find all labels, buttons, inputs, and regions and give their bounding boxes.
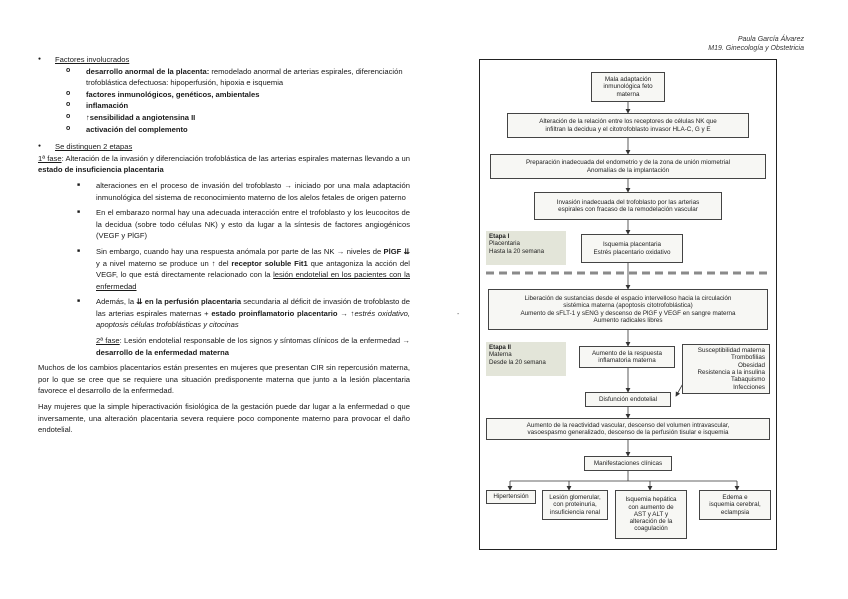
flow-box-edema-cerebral: Edema e isquemia cerebral, eclampsia xyxy=(699,490,771,520)
flowchart-figure xyxy=(479,59,777,550)
flow-box-lesion-glomerular: Lesión glomerular, con proteinuria, insuficiencia renal xyxy=(542,490,608,520)
flow-box-mala-adaptacion: Mala adaptación inmunológica feto materna xyxy=(591,72,665,102)
factor-item-3: o inflamación xyxy=(38,100,410,112)
flow-box-respuesta-inflamatoria: Aumento de la respuesta inflamatoria materna xyxy=(579,346,675,368)
factor-item-5: o activación del complemento xyxy=(38,124,410,136)
fase1-bullet-2: ■ En el embarazo normal hay una adecuada interacción entre el trofoblasto y los leucocitos de la decidua (sobre todo células NK) y esto da lugar a la síntesis de factores angiogénicos (VEGF y PlGF) xyxy=(38,207,410,242)
flow-box-isquemia-placentaria: Isquemia placentaria Estrés placentario oxidativo xyxy=(581,234,683,263)
fase2-paragraph: 2ª fase: Lesión endotelial responsable de los signos y síntomas clínicos de la enfermedad → desarrollo de la enfermedad materna xyxy=(96,336,410,357)
flow-box-hipertension: Hipertensión xyxy=(486,490,536,504)
flow-box-invasion-trofoblasto: Invasión inadecuada del trofoblasto por las arterias espirales con fracaso de la remodelación vascular xyxy=(534,192,722,220)
factor-item-4: o ↑sensibilidad a angiotensina II xyxy=(38,112,410,124)
paragraph-cir: Muchos de los cambios placentarios están presentes en mujeres que presentan CIR sin repercusión materna, por lo que se cree que se requiere una situación predisponente materna que junto a la lesión placentaria favorece el desarrollo de la enfermedad. xyxy=(38,363,410,396)
text-column xyxy=(38,54,410,436)
flow-box-liberacion-sustancias: Liberación de sustancias desde el espacio intervelloso hacia la circulación sistémica materna (apoptosis citotrofoblástica) Aumento de sFLT-1 y sENG y descenso de PlGF y VEGF en sangre materna Aumento radicales libres xyxy=(488,289,768,330)
flow-box-preparacion-endometrio: Preparación inadecuada del endometrio y de la zona de unión miometrial Anomalías de la implantación xyxy=(490,154,766,179)
etapa-2-label: Etapa II Materna Desde la 20 semana xyxy=(486,342,566,376)
header-course: M19. Ginecología y Obstetricia xyxy=(708,45,804,52)
factores-heading: ● Factores involucrados xyxy=(38,54,410,66)
header-author: Paula García Álvarez xyxy=(737,36,804,43)
fase1-bullet-3: ■ Sin embargo, cuando hay una respuesta anómala por parte de las NK → niveles de PlGF ⇊ y a nivel materno se produce un ↑ del receptor soluble Fit1 que antagoniza la acción del VEGF, lo que está directamente relacionado con la lesión endotelial en los pacientes con la enfermedad xyxy=(38,246,410,292)
flow-box-susceptibilidad-materna: Susceptibilidad materna Trombofilias Obesidad Resistencia a la insulina Tabaquismo Infecciones xyxy=(682,344,770,394)
factor-item-1: o desarrollo anormal de la placenta: remodelado anormal de arterias espirales, diferenciación trofoblástica defectuosa: hipoperfusión, hipoxia e isquemia xyxy=(38,66,410,89)
etapa-1-label: Etapa I Placentaria Hasta la 20 semana xyxy=(486,231,566,265)
page-header xyxy=(708,35,804,53)
fase1-bullet-4: ■ Además, la ⇊ en la perfusión placentaria secundaria al déficit de invasión de trofoblasto de las arterias espirales maternas + estado proinflamatorio placentario → ↑estrés oxidativo, apoptosis células trofoblásticas y citocinas xyxy=(38,296,410,331)
flow-box-reactividad-vascular: Aumento de la reactividad vascular, descenso del volumen intravascular, vasoespasmo generalizado, descenso de la perfusión tisular e isquemia xyxy=(486,418,770,440)
flow-box-receptores-nk: Alteración de la relación entre los receptores de células NK que infiltran la decidua y el citotrofoblasto invasor HLA-C, G y E xyxy=(507,113,749,138)
factor-item-2: o factores inmunológicos, genéticos, ambientales xyxy=(38,89,410,101)
fase1-paragraph: 1ª fase: Alteración de la invasión y diferenciación trofoblástica de las arterias espirales maternas llevando a un estado de insuficiencia placentaria xyxy=(38,153,410,175)
paragraph-hiperactivacion: Hay mujeres que la simple hiperactivación fisiológica de la gestación puede dar lugar a la enfermedad o que inversamente, una alteración placentaria severa requiere poco componente materno para provocar el daño endotelial. xyxy=(38,402,410,435)
flow-box-isquemia-hepatica: Isquemia hepática con aumento de AST y ALT y alteración de la coagulación xyxy=(615,490,687,539)
margin-mark: - xyxy=(457,311,460,318)
fase1-bullet-1: ■ alteraciones en el proceso de invasión del trofoblasto → iniciado por una mala adaptación inmunológica del sistema de reconocimiento materno de los alelos fetales de origen paterno xyxy=(38,180,410,203)
flow-box-manifestaciones-clinicas: Manifestaciones clínicas xyxy=(584,456,672,471)
flow-box-disfuncion-endotelial: Disfunción endotelial xyxy=(585,392,671,407)
etapas-heading: ● Se distinguen 2 etapas xyxy=(38,141,410,153)
